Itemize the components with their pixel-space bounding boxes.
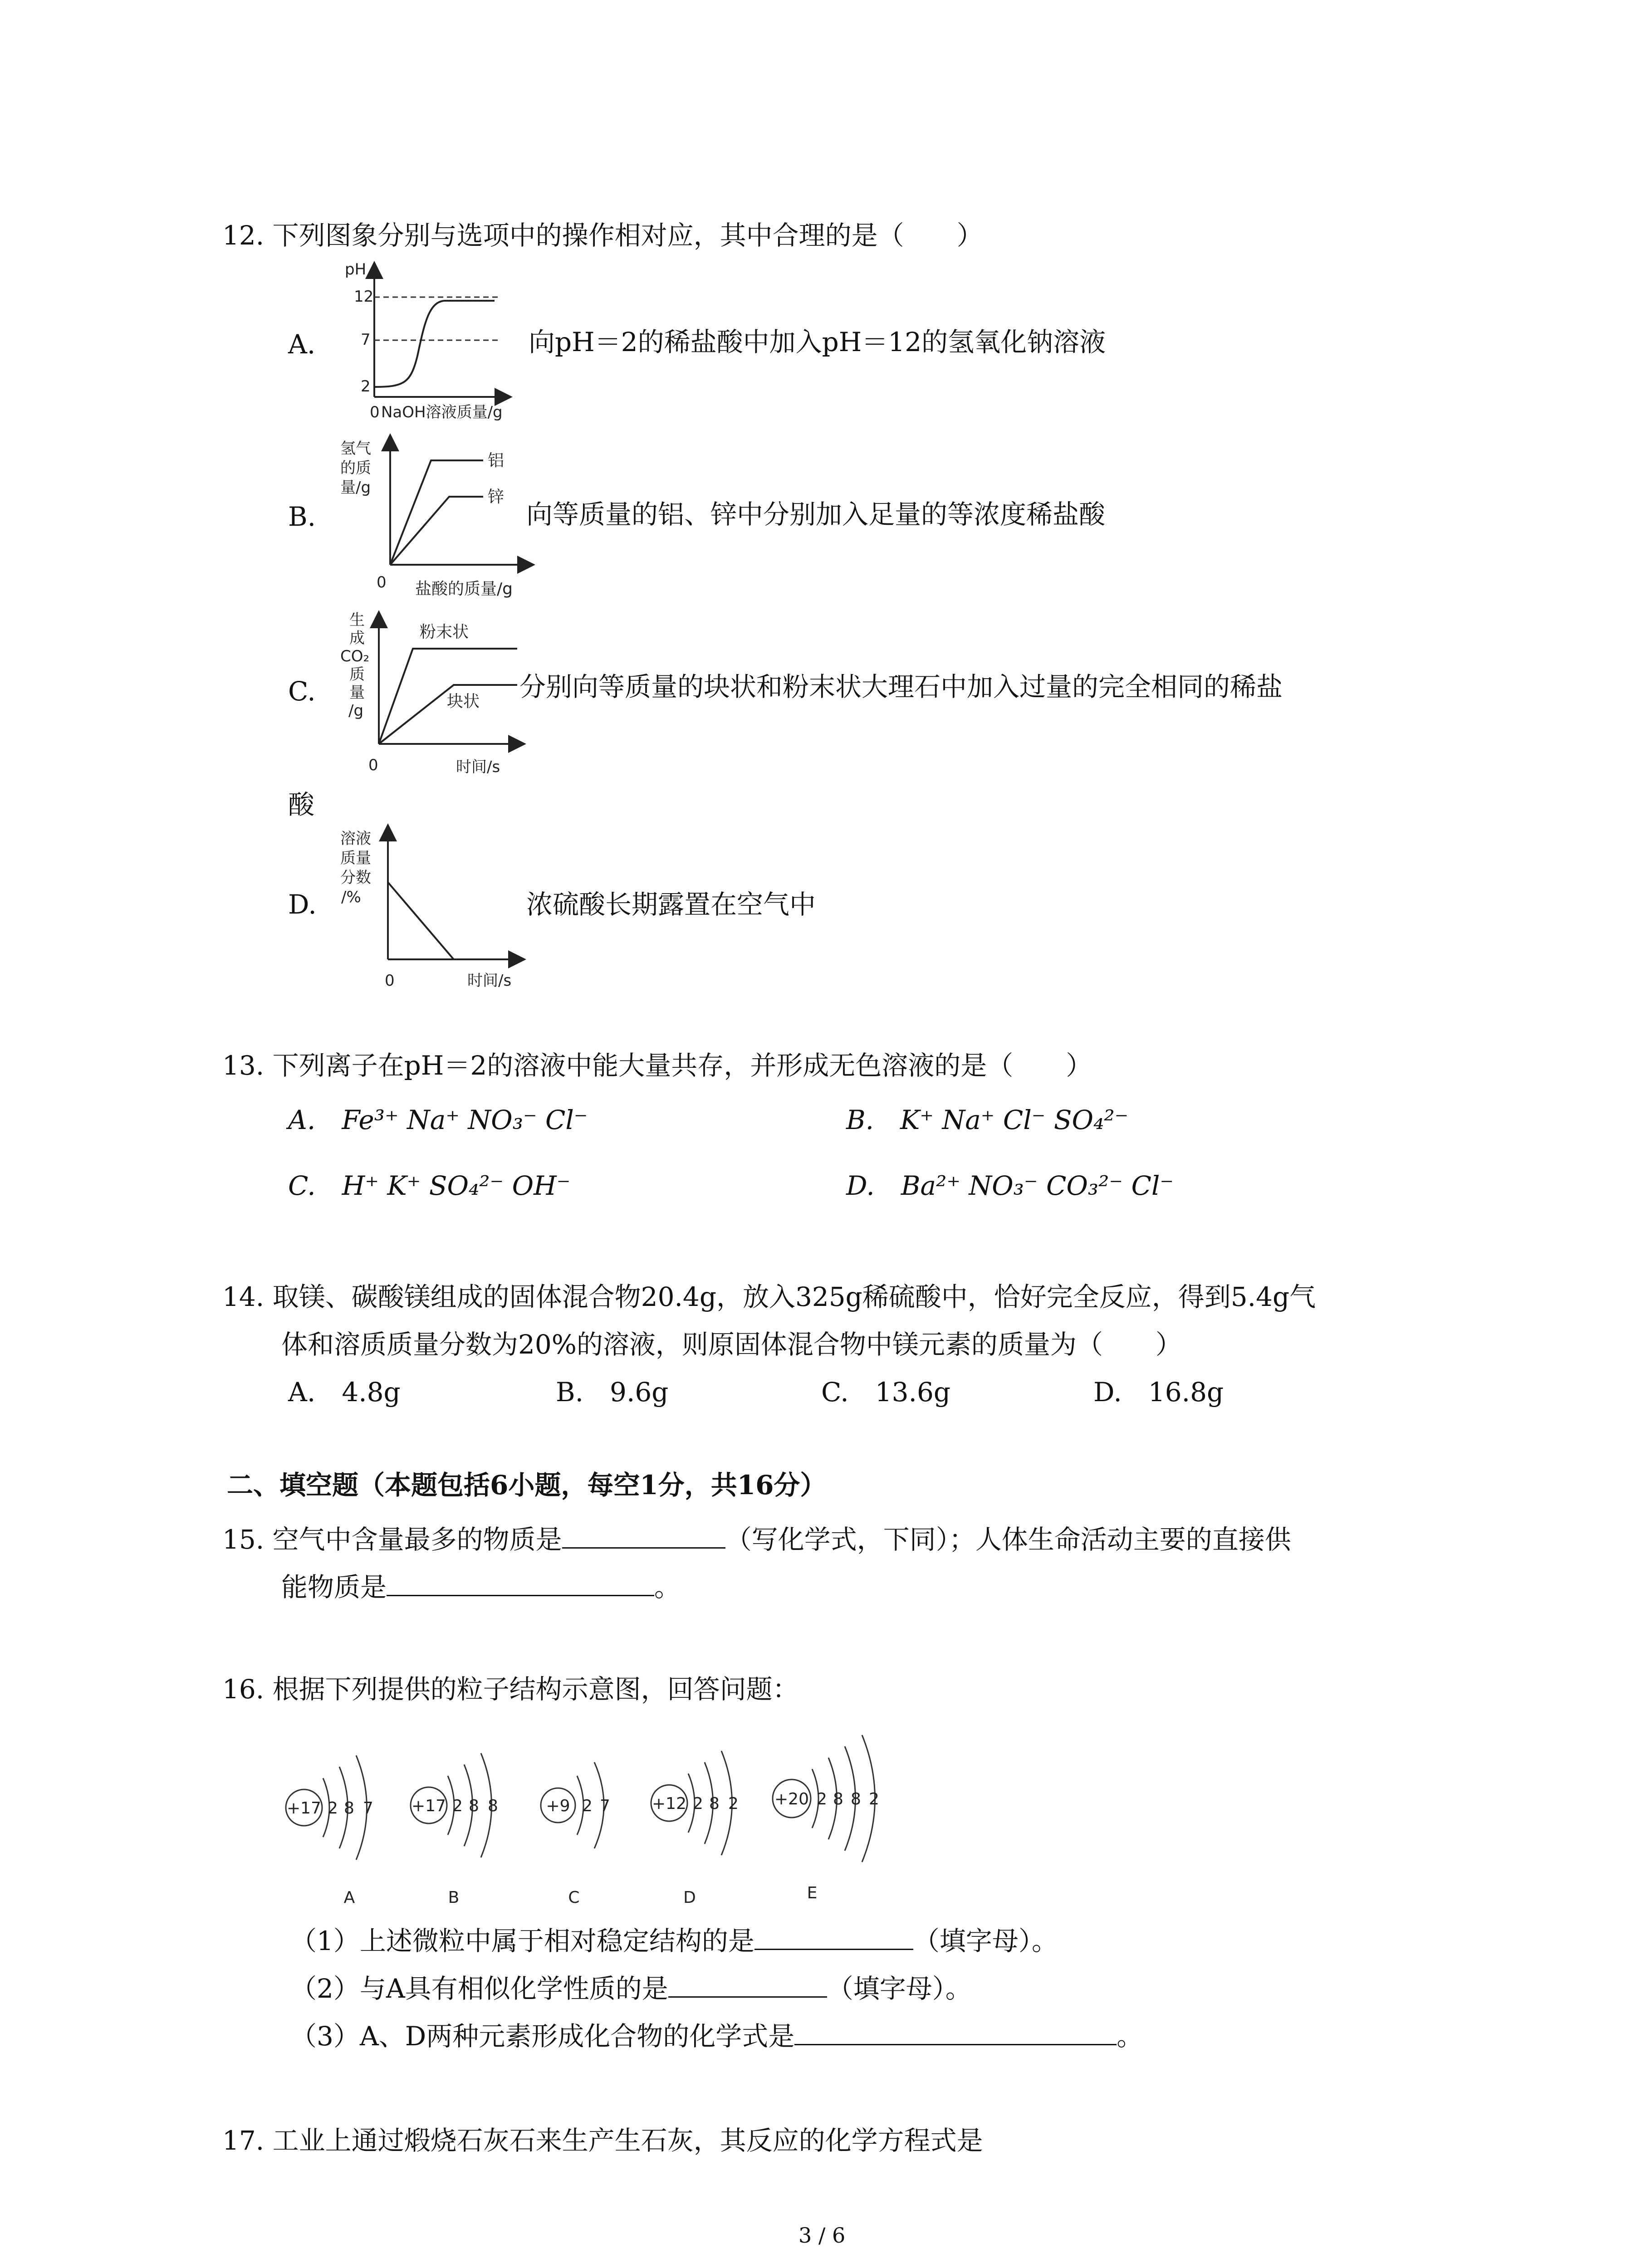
atom-b-nucleus: +17 — [411, 1797, 446, 1815]
q16-part-2 — [290, 1975, 972, 2002]
graph-b-origin: 0 — [377, 573, 387, 591]
atom-c-label: C — [568, 1888, 580, 1907]
graph-d-ylabel-3: 分数 — [340, 869, 371, 887]
q12-option-d-text: 浓硫酸长期露置在空气中 — [526, 889, 816, 920]
q15-line-2 — [281, 1572, 681, 1603]
q16-part-3 — [290, 2021, 1143, 2052]
graph-d-ylabel-1: 溶液 — [340, 830, 371, 848]
graph-c-ylabel-4: 质 — [349, 665, 365, 684]
q16-stem: 16. 根据下列提供的粒子结构示意图，回答问题： — [222, 1674, 799, 1705]
q14-line-1: 14. 取镁、碳酸镁组成的固体混合物20.4g，放入325g稀硫酸中，恰好完全反应，得到5.4g气 — [222, 1281, 1316, 1312]
q12-option-b-text: 向等质量的铝、锌中分别加入足量的等浓度稀盐酸 — [526, 499, 1106, 530]
graph-c-line-powder: 粉末状 — [420, 623, 469, 641]
q15-text-1b: （写化学式，下同）；人体生命活动主要的直接供 — [725, 1524, 1291, 1555]
graph-b-line-zn: 锌 — [488, 488, 505, 506]
q13-stem: 13. 下列离子在pH＝2的溶液中能大量共存，并形成无色溶液的是（ ） — [222, 1050, 1092, 1081]
graph-c-ylabel-3: CO₂ — [340, 647, 370, 665]
graph-a-tick-2: 2 — [361, 377, 371, 396]
q12-option-c-text: 分别向等质量的块状和粉末状大理石中加入过量的完全相同的稀盐 — [519, 671, 1283, 702]
q12-graph-b — [336, 433, 535, 606]
q12-stem: 12. 下列图象分别与选项中的操作相对应，其中合理的是（ ） — [222, 220, 983, 251]
graph-a-tick-12: 12 — [354, 288, 374, 306]
graph-a-xlabel: NaOH溶液质量/g — [381, 403, 503, 421]
page-number: 3 / 6 — [798, 2223, 846, 2248]
q16-blank-2[interactable] — [668, 1996, 827, 1998]
q12-option-c-text-cont: 酸 — [288, 789, 315, 820]
q12-option-c-letter: C. — [288, 676, 316, 707]
graph-c-xlabel: 时间/s — [456, 758, 500, 776]
q16-p3-text-a: （3）A、D两种元素形成化合物的化学式是 — [290, 2021, 795, 2052]
graph-a-ylabel: pH — [345, 260, 367, 279]
atom-d-shell-2: 8 — [709, 1794, 720, 1813]
atom-d-label: D — [683, 1888, 696, 1907]
atom-e-nucleus: +20 — [774, 1790, 809, 1809]
q13-option-d: D. Ba²⁺ NO₃⁻ CO₃²⁻ Cl⁻ — [846, 1170, 1174, 1201]
atom-e-shell-3: 8 — [851, 1790, 861, 1809]
q15-blank-2[interactable] — [387, 1594, 654, 1596]
graph-b-ylabel-1: 氢气 — [340, 440, 371, 458]
atom-c-shell-1: 2 — [582, 1797, 593, 1815]
q16-p2-text-a: （2）与A具有相似化学性质的是 — [290, 1973, 668, 2004]
q13-option-c: C. H⁺ K⁺ SO₄²⁻ OH⁻ — [288, 1170, 571, 1201]
atom-d-nucleus: +12 — [652, 1794, 686, 1813]
graph-c-ylabel-5: 量 — [349, 684, 365, 702]
graph-d-ylabel-2: 质量 — [340, 849, 371, 867]
q12-option-d-letter: D. — [288, 889, 317, 920]
q13-option-b: B. K⁺ Na⁺ Cl⁻ SO₄²⁻ — [846, 1105, 1129, 1135]
atom-e-shell-2: 8 — [833, 1790, 843, 1809]
q15-text-2b: 。 — [654, 1572, 681, 1603]
atom-a-shell-1: 2 — [328, 1799, 338, 1818]
section-heading: 二、填空题（本题包括6小题，每空1分，共16分） — [227, 1470, 827, 1501]
atom-a-shell-3: 7 — [363, 1799, 373, 1818]
q13-option-a: A. Fe³⁺ Na⁺ NO₃⁻ Cl⁻ — [288, 1105, 588, 1135]
q15-text-1a: 15. 空气中含量最多的物质是 — [222, 1524, 562, 1555]
q16-particle-diagrams — [272, 1724, 907, 1914]
q16-blank-1[interactable] — [754, 1948, 913, 1950]
q12-option-a-text: 向pH＝2的稀盐酸中加入pH＝12的氢氧化钠溶液 — [529, 327, 1106, 357]
q14-option-a: A. 4.8g — [288, 1377, 401, 1408]
graph-a-origin: 0 — [370, 403, 380, 421]
q12-graph-a — [336, 261, 508, 433]
atom-b-label: B — [448, 1888, 460, 1907]
graph-d-xlabel: 时间/s — [467, 972, 512, 990]
q16-part-1 — [290, 1928, 1058, 1954]
graph-c-ylabel-1: 生 — [349, 611, 365, 629]
graph-b-ylabel-3: 量/g — [340, 479, 371, 497]
graph-b-xlabel: 盐酸的质量/g — [415, 580, 513, 598]
q12-graph-d — [336, 823, 526, 1000]
q16-p1-text-b: （填字母）。 — [913, 1926, 1058, 1956]
atom-e-shell-4: 2 — [869, 1790, 879, 1809]
atom-a-nucleus: +17 — [287, 1799, 321, 1818]
graph-d-ylabel-4: /% — [341, 888, 361, 906]
q15-blank-1[interactable] — [562, 1547, 725, 1549]
q14-option-d: D. 16.8g — [1093, 1377, 1224, 1408]
graph-c-origin: 0 — [368, 756, 378, 774]
atom-b-shell-2: 8 — [469, 1797, 479, 1815]
q16-p1-text-a: （1）上述微粒中属于相对稳定结构的是 — [290, 1926, 754, 1956]
atom-c-shell-2: 7 — [600, 1797, 610, 1815]
q14-option-c: C. 13.6g — [821, 1377, 951, 1408]
q12-option-a-letter: A. — [288, 329, 316, 360]
atom-a-label: A — [343, 1888, 355, 1907]
q16-blank-3[interactable] — [794, 2043, 1117, 2045]
atom-e-shell-1: 2 — [817, 1790, 827, 1809]
q12-graph-c — [336, 608, 526, 789]
q14-line-2: 体和溶质质量分数为20%的溶液，则原固体混合物中镁元素的质量为（ ） — [281, 1329, 1182, 1360]
atom-e-label: E — [807, 1884, 818, 1902]
atom-d-shell-1: 2 — [693, 1794, 703, 1813]
graph-d-origin: 0 — [385, 972, 395, 990]
atom-a-shell-2: 8 — [344, 1799, 354, 1818]
graph-b-ylabel-2: 的质 — [340, 459, 371, 477]
q12-option-b-letter: B. — [288, 501, 316, 532]
atom-d-shell-3: 2 — [728, 1794, 739, 1813]
atom-b-shell-1: 2 — [452, 1797, 463, 1815]
graph-c-ylabel-2: 成 — [349, 629, 365, 647]
graph-c-ylabel-6: /g — [348, 702, 364, 720]
atom-c-nucleus: +9 — [546, 1797, 570, 1815]
atom-b-shell-3: 8 — [488, 1797, 498, 1815]
q15-line-1 — [222, 1526, 1291, 1553]
graph-a-tick-7: 7 — [361, 331, 371, 349]
graph-b-line-al: 铝 — [488, 451, 505, 470]
q17-stem: 17. 工业上通过煅烧石灰石来生产生石灰，其反应的化学方程式是 — [222, 2125, 983, 2156]
q16-p2-text-b: （填字母）。 — [827, 1973, 972, 2004]
graph-c-line-block: 块状 — [447, 692, 480, 711]
q16-p3-text-b: 。 — [1117, 2021, 1143, 2052]
q15-text-2a: 能物质是 — [281, 1572, 387, 1603]
q14-option-b: B. 9.6g — [556, 1377, 669, 1408]
